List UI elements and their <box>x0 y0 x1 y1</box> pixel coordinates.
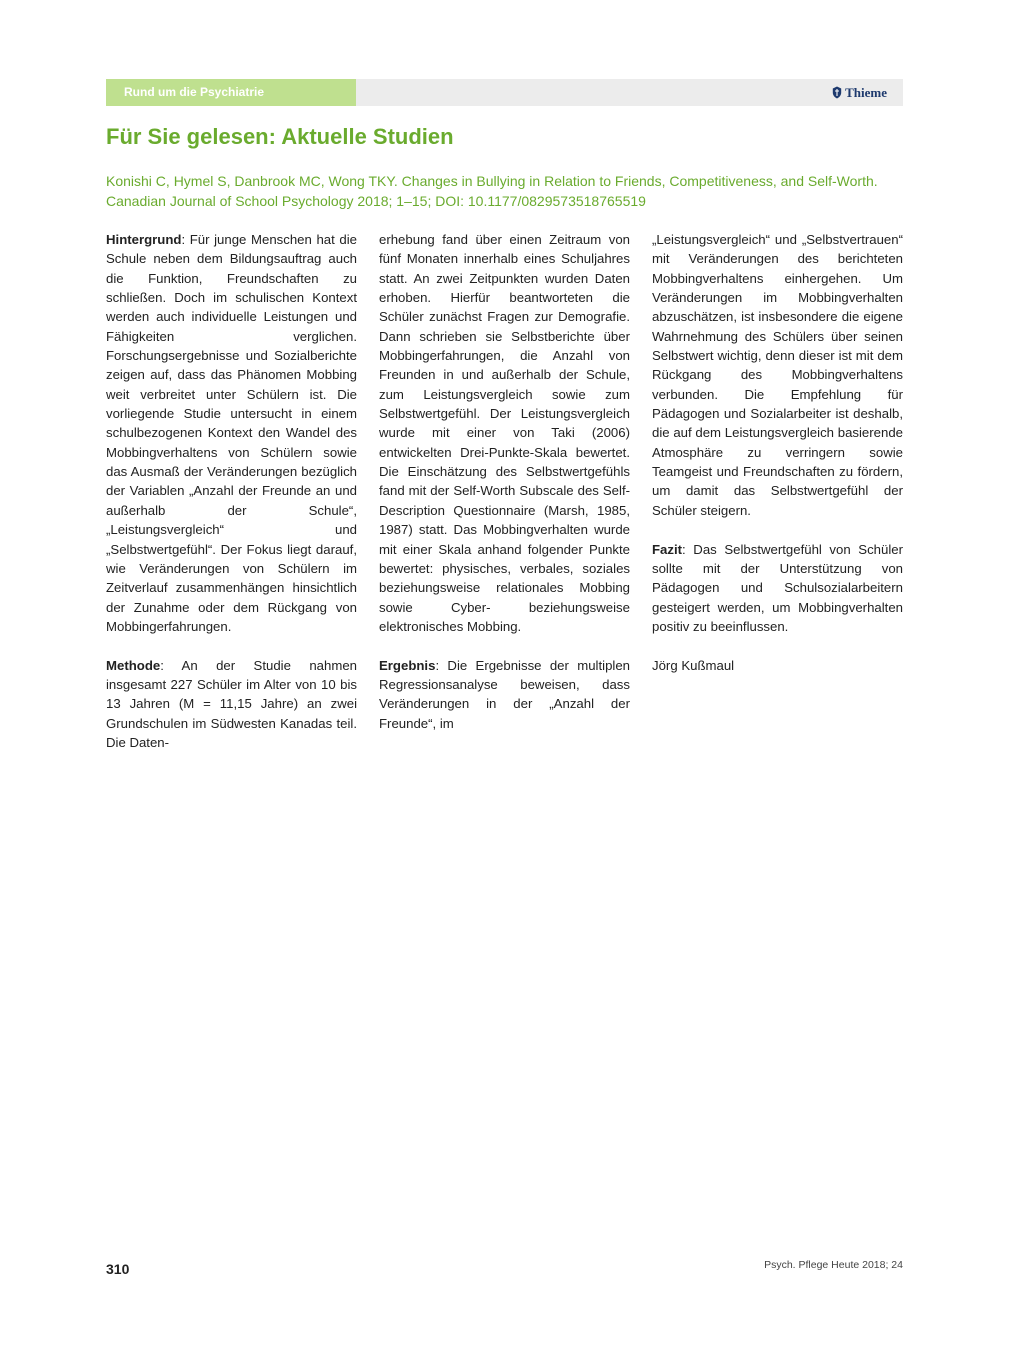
thieme-crest-icon <box>832 81 842 108</box>
paragraph-methode <box>106 656 357 753</box>
paragraph-methode-continued: erhebung fand über einen Zeitraum von fünf Monaten innerhalb eines Schuljahres statt. An zwei Zeitpunkten wurden Daten erhoben. Hierfür beantworteten die Schüler zunächst Fragen zur Demografie. Dann schrieben sie Selbstberichte über Mobbingerfahrungen, die Anzahl von Freunden in und außerhalb der Schule, zum Leistungsvergleich sowie zum Selbstwertgefühl. Der Leistungsvergleich wurde mit einer von Taki (2006) entwickelten Drei-Punkte-Skala bewertet. Die Einschätzung des Selbstwertgefühls fand mit der Self-Worth Subscale des Self-Description Questionnaire (Marsh, 1985, 1987) statt. Das Mobbingverhalten wurde mit einer Skala anhand folgender Punkte bewertet: physisches, verbales, soziales beziehungsweise relationales Mobbing sowie Cyber- beziehungsweise elektronisches Mobbing. <box>379 232 630 634</box>
citation-journal-doi: Canadian Journal of School Psychology 2018; 1–15; DOI: 10.1177/0829573518765519 <box>106 192 646 209</box>
label-ergebnis: Ergebnis <box>379 657 436 673</box>
page-number: 310 <box>106 1261 130 1277</box>
paragraph-hintergrund <box>106 230 357 636</box>
author-name: Jörg Kußmaul <box>652 657 735 673</box>
label-hintergrund: Hintergrund <box>106 232 182 247</box>
paragraph-fazit <box>652 540 903 637</box>
text-column-3 <box>652 230 903 675</box>
citation <box>106 172 906 211</box>
text-hintergrund: : Für junge Menschen hat die Schule neben dem Bildungsauftrag auch die Funktion, Freundschaften zu schließen. Doch im schulischen Kontext werden auch individuelle Leistungen und Fähigkeiten verglichen. Forschungsergebnisse und Sozialberichte zeigen auf, dass das Phänomen Mobbing weit verbreitet unter Schülern ist. Die vorliegende Studie untersucht in einem schulbezogenen Kontext den Wandel des Mobbingverhaltens von Schülern sowie das Ausmaß der Veränderungen bezüglich der Variablen „Anzahl der Freunde an und außerhalb der Schule“, „Leistungsvergleich“ und „Selbstwertgefühl“. Der Fokus liegt darauf, wie Veränderungen von Schülern im Zeitverlauf zusammenhängen hinsichtlich der Zunahme oder dem Rückgang von Mobbingerfahrungen. <box>106 232 357 634</box>
paragraph-ergebnis <box>379 656 630 733</box>
text-methode: : An der Studie nahmen insgesamt 227 Schüler im Alter von 10 bis 13 Jahren (M = 11,15 Jahre) an zwei Grundschulen im Südwesten Kanadas teil. Die Daten- <box>106 657 357 750</box>
publisher-logo <box>832 79 887 106</box>
header-bar <box>106 79 903 106</box>
text-column-1 <box>106 230 357 752</box>
journal-reference: Psych. Pflege Heute 2018; 24 <box>764 1259 903 1271</box>
page-title: Für Sie gelesen: Aktuelle Studien <box>106 124 454 149</box>
label-fazit: Fazit <box>652 541 683 557</box>
text-ergebnis: : Die Ergebnisse der multiplen Regressionsanalyse beweisen, dass Veränderungen in der „Anzahl der Freunde“, im <box>379 657 630 731</box>
section-label: Rund um die Psychiatrie <box>106 79 356 106</box>
paragraph-ergebnis-continued: „Leistungsvergleich“ und „Selbstvertrauen“ mit Veränderungen des berichteten Mobbingverhaltens einhergehen. Um Veränderungen im Mobbingverhalten abzuschätzen, ist insbesondere die eigene Wahrnehmung des Schülers über seinen Selbstwert wichtig, denn dieser ist mit dem Rückgang des Mobbingverhaltens verbunden. Die Empfehlung für Pädagogen und Sozialarbeiter ist deshalb, die auf dem Leistungsvergleich basierende Atmosphäre zu verringern sowie Teamgeist und Freundschaften zu fördern, um damit das Selbstwertgefühl der Schüler steigern. <box>652 232 903 518</box>
label-methode: Methode <box>106 657 161 673</box>
text-column-2 <box>379 230 630 733</box>
text-fazit: : Das Selbstwertgefühl von Schüler sollte mit der Unterstützung von Pädagogen und Schulsozialarbeitern gesteigert werden, um Mobbingverhalten positiv zu beeinflussen. <box>652 541 903 634</box>
publisher-name: Thieme <box>845 85 887 100</box>
citation-authors-title: Konishi C, Hymel S, Danbrook MC, Wong TKY. Changes in Bullying in Relation to Friends, Competitiveness, and Self-Worth. <box>106 173 878 189</box>
